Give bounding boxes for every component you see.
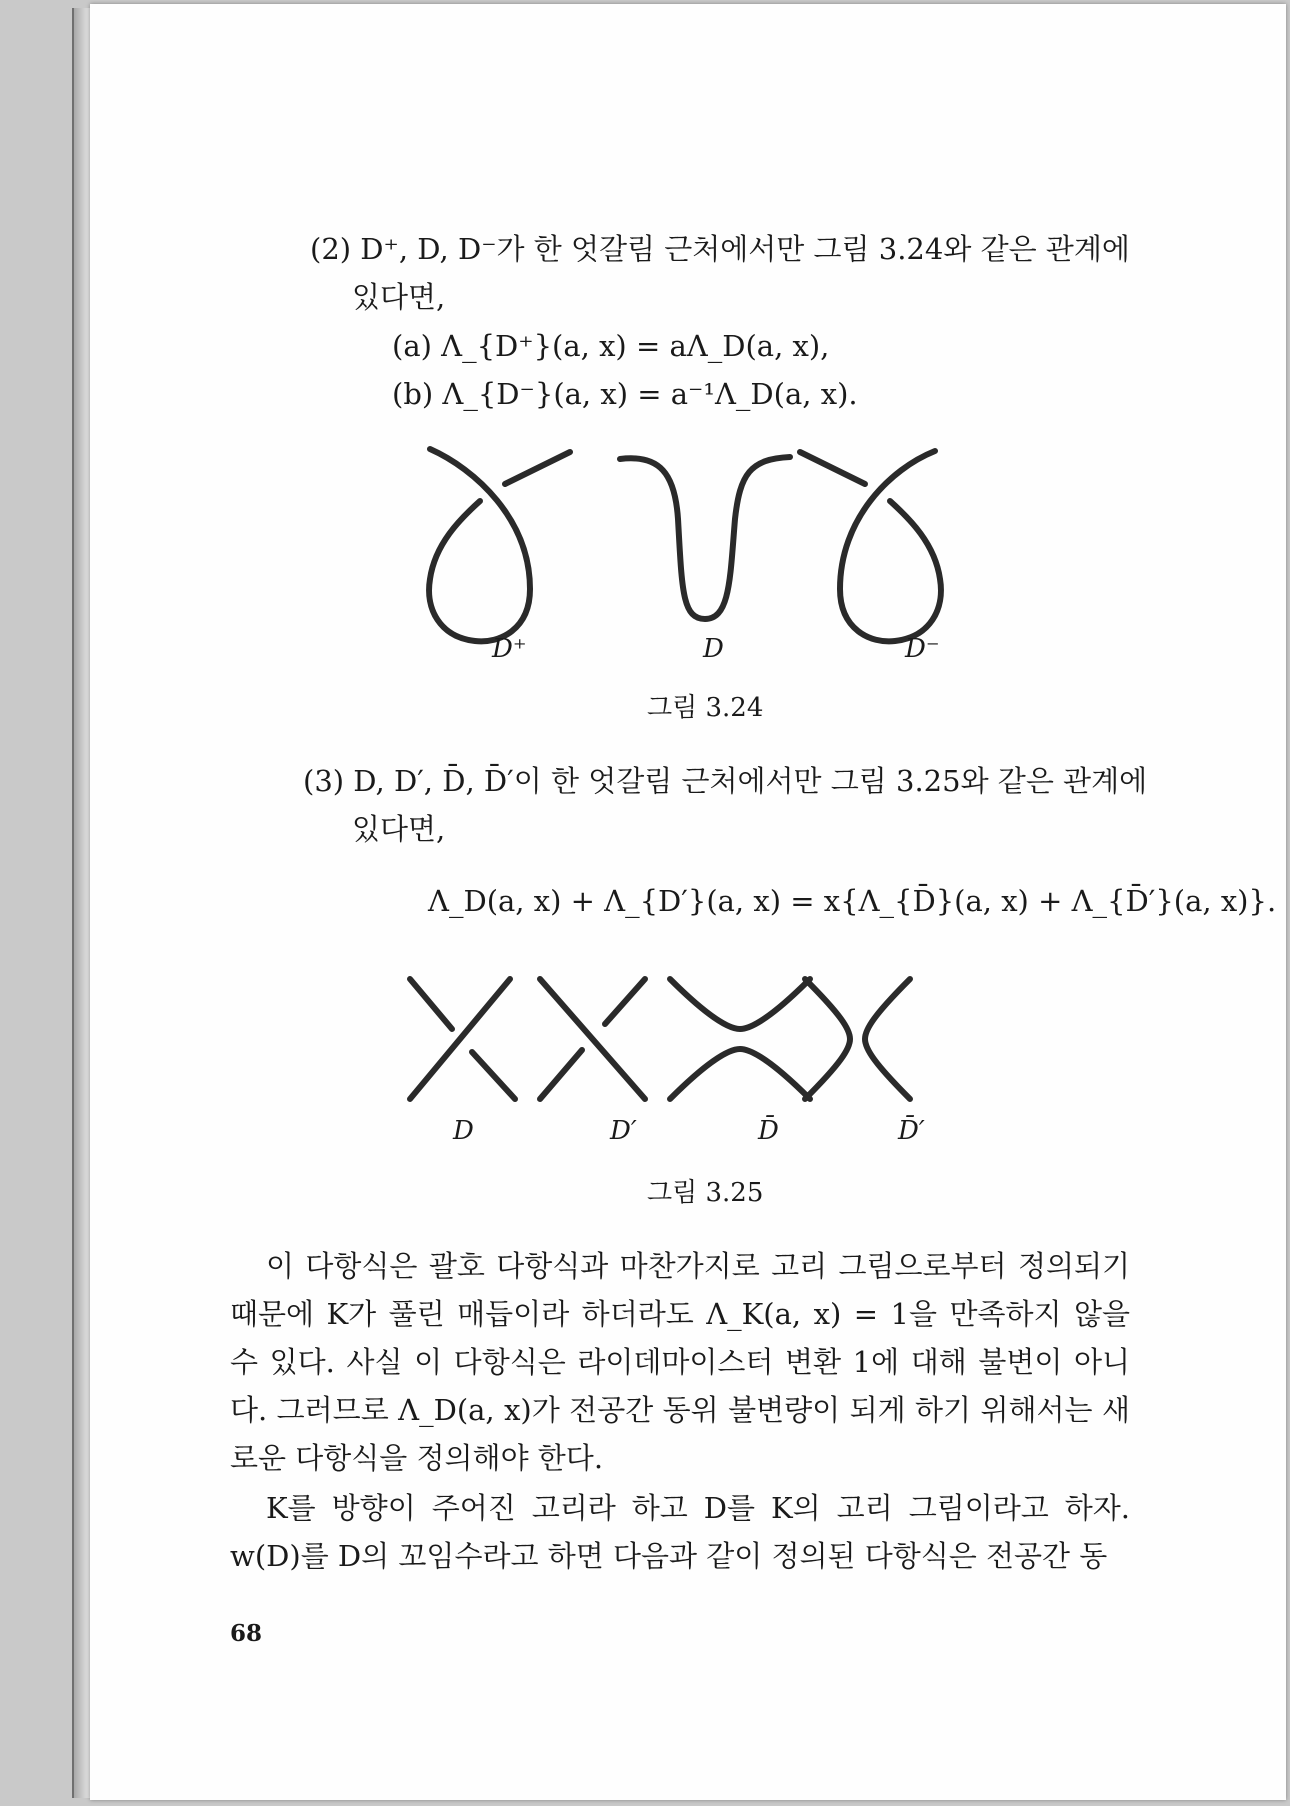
label-crossing-d: D <box>453 1116 474 1146</box>
label-smoothing-dbar-prime: D̄′ <box>898 1116 925 1146</box>
crossing-d-under1 <box>410 979 452 1029</box>
kink-minus-understrand <box>800 452 865 484</box>
label-smoothing-dbar: D̄ <box>758 1116 779 1146</box>
label-d-plus: D⁺ <box>492 634 527 664</box>
book-page <box>90 4 1286 1800</box>
kink-plus-overstrand <box>505 452 570 484</box>
equation-b: (b) Λ_{D⁻}(a, x) = a⁻¹Λ_D(a, x). <box>392 377 858 411</box>
crossing-dprime-under2 <box>540 1050 582 1099</box>
paragraph-1: 이 다항식은 괄호 다항식과 마찬가지로 고리 그림으로부터 정의되기 때문에 K가 풀린 매듭이라 하더라도 Λ_K(a, x) = 1을 만족하지 않을 수 있다. 사실 이 다항식은 라이데마이스터 변환 1에 대해 불변이 아니다. 그러므로 Λ_D(a, x)가 전공간 동위 불변량이 되게 하기 위해서는 새로운 다항식을 정의해야 한다. <box>230 1249 1130 1475</box>
figure-3-24 <box>420 429 1120 649</box>
smoothing-h-top <box>670 979 810 1029</box>
label-d-minus: D⁻ <box>905 634 940 664</box>
item2-line2: 있다면, <box>352 280 446 314</box>
smoothing-v-right <box>865 979 910 1099</box>
crossing-dprime-under1 <box>605 979 645 1024</box>
crossing-d-under2 <box>472 1052 515 1099</box>
figure-3-25 <box>410 974 970 1114</box>
figure-3-25-caption: 그림 3.25 <box>647 1178 764 1208</box>
item3-line1: (3) D, D′, D̄, D̄′이 한 엇갈림 근처에서만 그림 3.25와 같은 관계에 <box>303 764 1148 798</box>
label-crossing-dprime: D′ <box>610 1116 637 1146</box>
smoothing-v-left <box>805 979 850 1099</box>
smoothing-h-bottom <box>670 1049 810 1099</box>
u-curve <box>620 457 790 619</box>
paragraph-2: K를 방향이 주어진 고리라 하고 D를 K의 고리 그림이라고 하자. w(D)를 D의 꼬임수라고 하면 다음과 같이 정의된 다항식은 전공간 동 <box>230 1491 1130 1573</box>
figure-3-24-caption: 그림 3.24 <box>647 693 764 723</box>
item3-line2: 있다면, <box>352 812 446 846</box>
equation-a: (a) Λ_{D⁺}(a, x) = aΛ_D(a, x), <box>392 329 830 363</box>
page-number: 68 <box>230 1620 263 1647</box>
skein-equation: Λ_D(a, x) + Λ_{D′}(a, x) = x{Λ_{D̄}(a, x) + Λ_{D̄′}(a, x)}. <box>428 884 1277 918</box>
item2-line1: (2) D⁺, D, D⁻가 한 엇갈림 근처에서만 그림 3.24와 같은 관계에 <box>310 232 1130 266</box>
label-d: D <box>703 634 724 664</box>
